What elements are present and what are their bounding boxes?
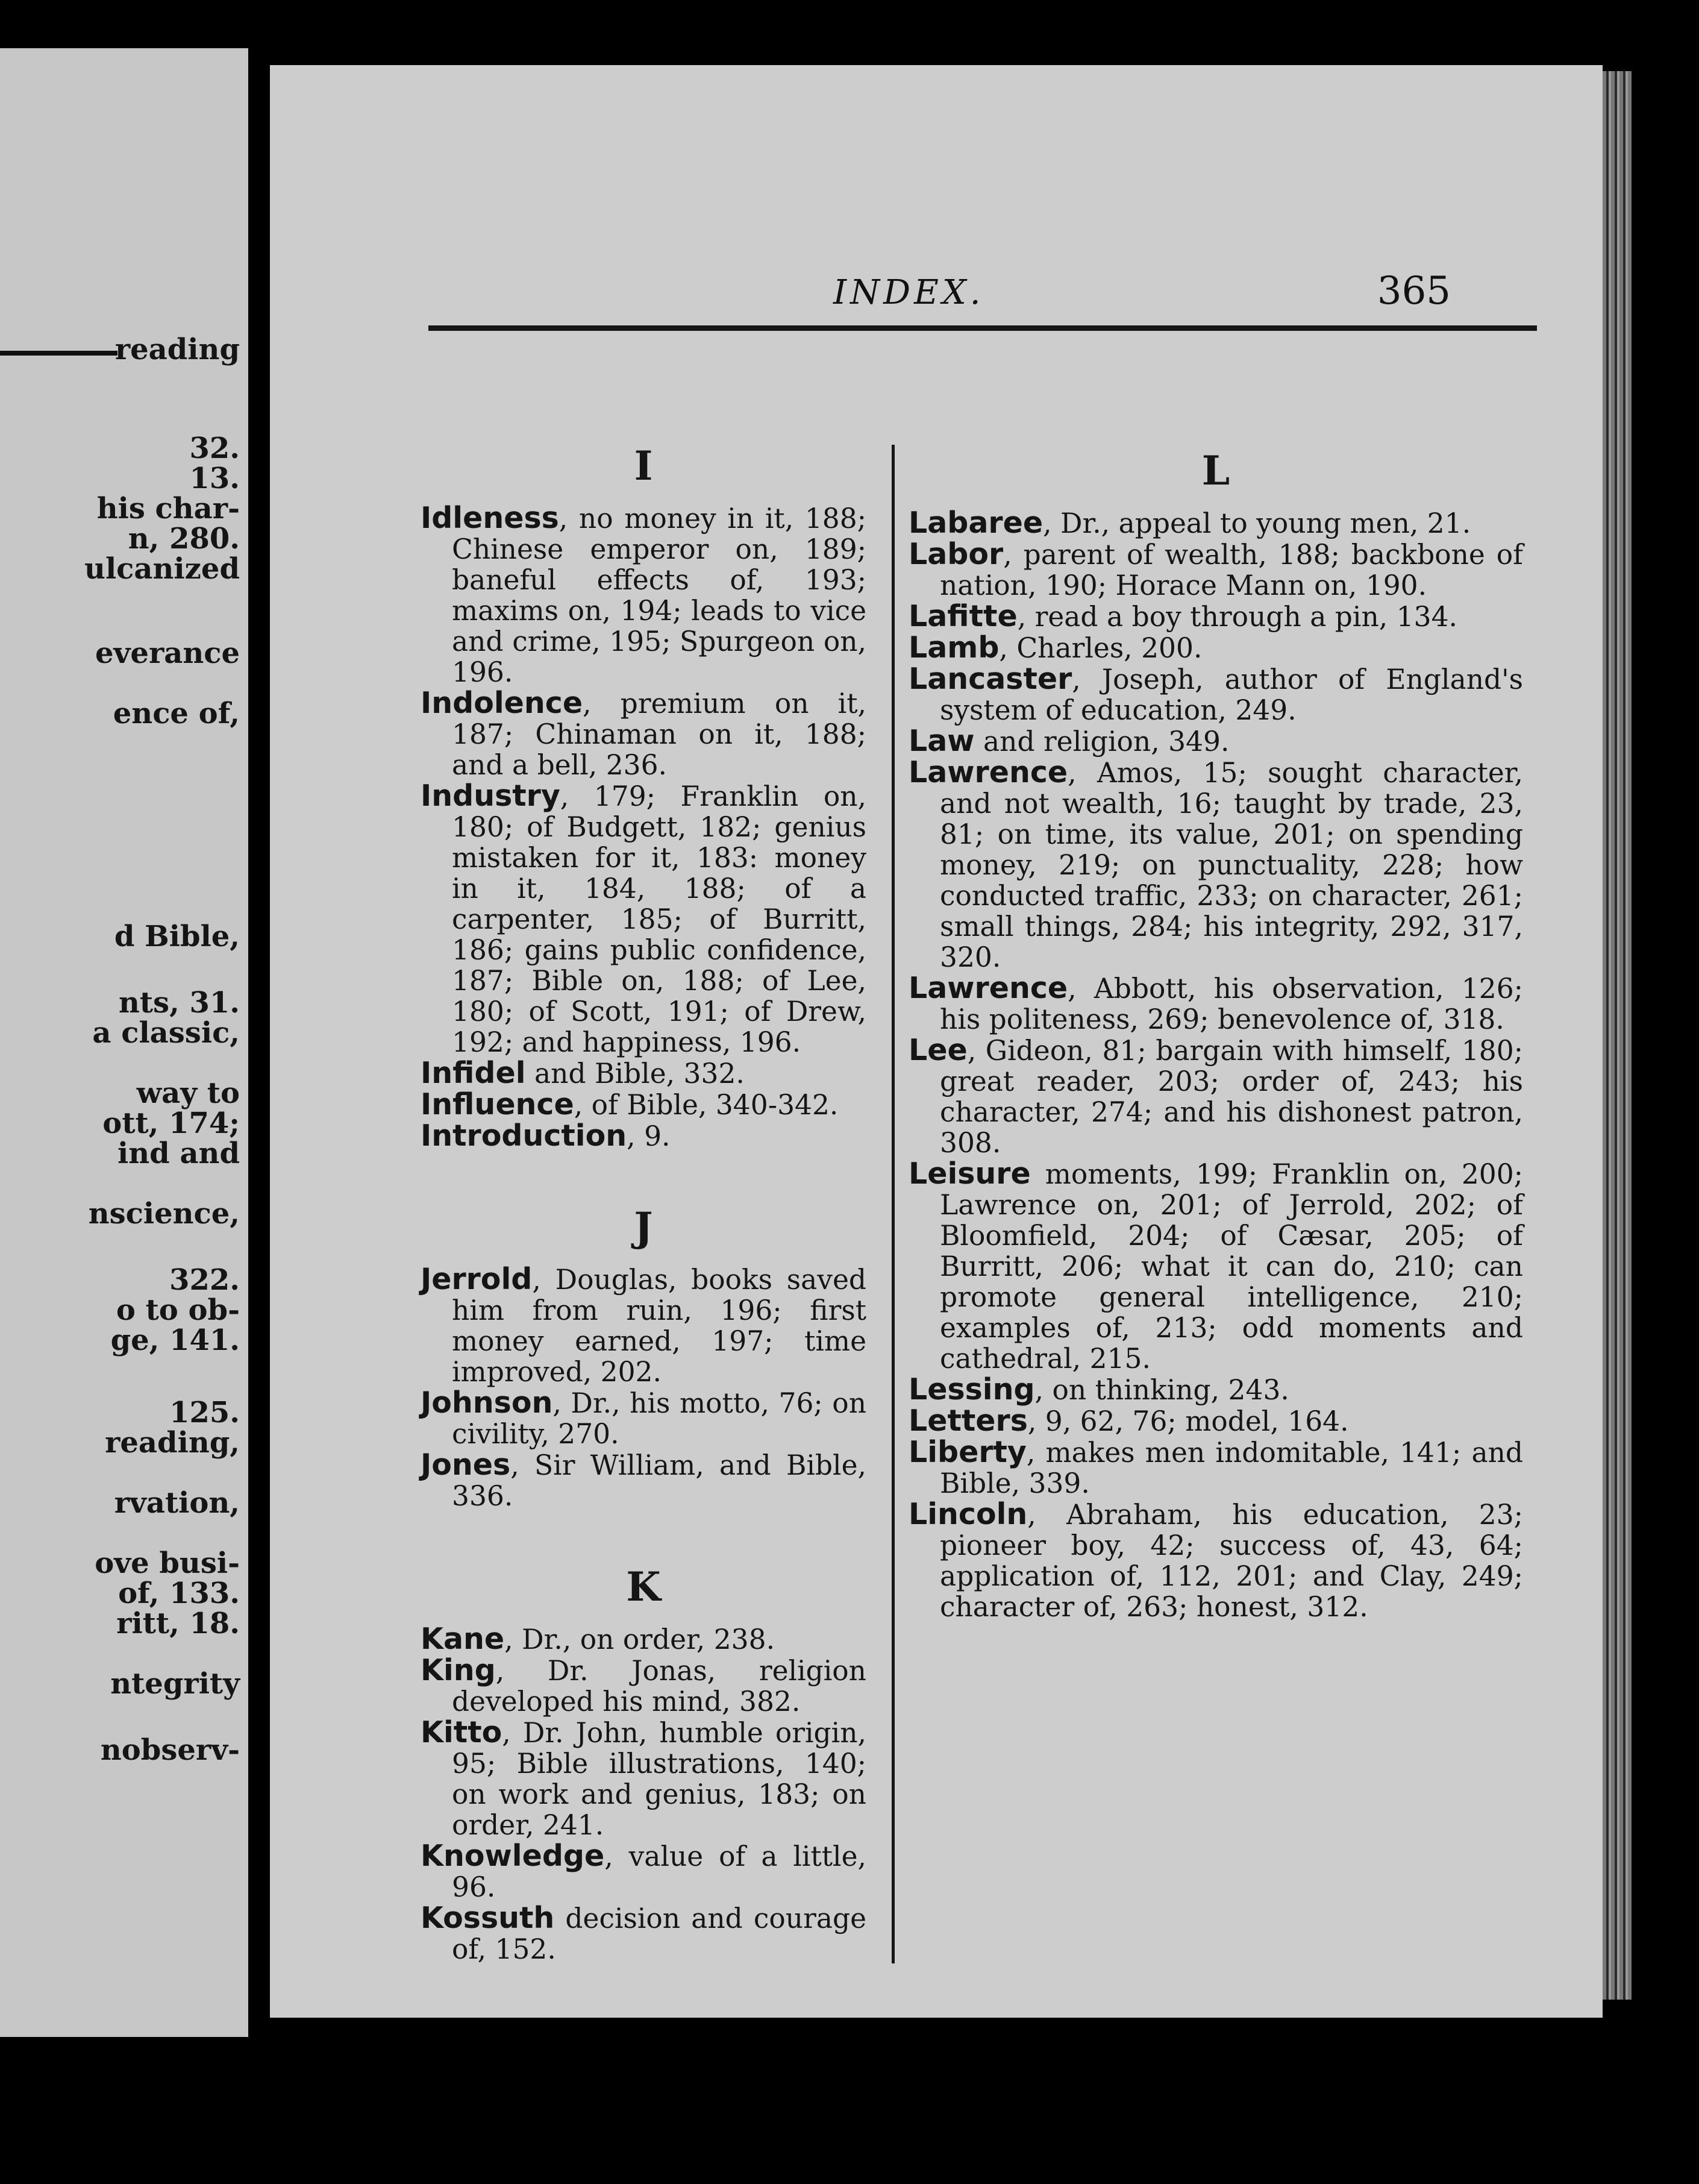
page-number: 365 — [1377, 269, 1451, 313]
previous-page-line: n, 280. — [128, 522, 240, 556]
entry-text: moments, 199; Franklin on, 200; Lawrence on, 201; of Jerrold, 202; of Bloomfield, 204; of Cæsar, 205; of Burritt, 206; what it can do, 210; can promote general intelligence, 210; examples of, 213; odd moments and cathedral, 215. — [940, 1158, 1523, 1375]
previous-page-line: 322. — [169, 1263, 240, 1297]
entry-headword: Indolence — [421, 686, 583, 720]
entry-text: decision and courage of, 152. — [452, 1903, 866, 1965]
entry-headword: Idleness — [421, 501, 559, 535]
entry-headword: Lawrence — [909, 971, 1068, 1005]
section-letter: K — [626, 1563, 661, 1610]
entry-text: , Abbott, his observation, 126; his politeness, 269; benevolence of, 318. — [940, 973, 1523, 1035]
index-entry — [421, 1264, 866, 1387]
previous-page-line: ove busi- — [95, 1546, 240, 1580]
entry-text: , Abraham, his education, 23; pioneer boy, 42; success of, 43, 64; application of, 112, 201; and Clay, 249; character of, 263; honest, 312. — [940, 1499, 1523, 1623]
entry-text: , 9, 62, 76; model, 164. — [1027, 1405, 1349, 1437]
index-entry — [421, 1903, 866, 1965]
index-entry — [909, 1499, 1523, 1622]
index-column-left — [421, 438, 866, 2018]
index-entry — [909, 973, 1523, 1035]
page-edges — [1603, 71, 1632, 2000]
entry-text: , on thinking, 243. — [1034, 1374, 1289, 1406]
index-entry — [909, 1035, 1523, 1158]
entry-text: , no money in it, 188; Chinese emperor on, 189; baneful effects of, 193; maxims on, 194; leads to vice and crime, 195; Spurgeon on, 196. — [452, 503, 866, 688]
index-entry — [421, 688, 866, 780]
entry-text: , parent of wealth, 188; backbone of nation, 190; Horace Mann on, 190. — [940, 539, 1523, 601]
entry-headword: Jones — [421, 1448, 511, 1482]
entry-headword: Johnson — [421, 1385, 553, 1420]
index-entry — [421, 1089, 866, 1120]
column-divider — [892, 445, 895, 1963]
index-page — [270, 65, 1603, 2018]
previous-page-line: ntegrity — [110, 1667, 240, 1701]
index-entry — [421, 1120, 866, 1152]
entry-text: , Dr., appeal to young men, 21. — [1043, 507, 1471, 539]
index-column-right — [909, 438, 1523, 1677]
entry-text: and religion, 349. — [974, 726, 1230, 758]
entry-headword: Introduction — [421, 1119, 627, 1153]
previous-page-line: his char- — [96, 492, 240, 526]
index-entry — [909, 1374, 1523, 1405]
entry-headword: Kane — [421, 1622, 505, 1656]
entry-text: , Dr., his motto, 76; on civility, 270. — [452, 1387, 866, 1450]
index-entry — [909, 1158, 1523, 1374]
entry-headword: Knowledge — [421, 1839, 605, 1873]
index-entry — [421, 1717, 866, 1840]
index-entry — [909, 664, 1523, 726]
entry-headword: Influence — [421, 1087, 574, 1122]
entry-text: , Amos, 15; sought character, and not wealth, 16; taught by trade, 23, 81; on time, its value, 201; on spending money, 219; on punctuality, 228; how conducted traffic, 233; on character, 261; small things, 284; his integrity, 292, 317, 320. — [940, 757, 1523, 973]
index-section-j — [421, 1203, 866, 1512]
index-entry — [909, 1437, 1523, 1499]
previous-page-line: nscience, — [88, 1197, 240, 1231]
entry-text: , value of a little, 96. — [452, 1840, 866, 1903]
index-entry — [421, 780, 866, 1058]
index-entry — [909, 539, 1523, 601]
section-letter: L — [1201, 447, 1230, 494]
entry-headword: Leisure — [909, 1156, 1031, 1191]
previous-page-line: of, 133. — [118, 1577, 240, 1610]
index-entry — [909, 726, 1523, 757]
index-entry — [421, 1449, 866, 1511]
previous-page-line: 13. — [189, 462, 240, 495]
previous-page-line: nobserv- — [100, 1733, 240, 1767]
previous-page-line: reading — [114, 333, 240, 366]
previous-page-line: way to — [136, 1076, 240, 1110]
index-entry — [909, 632, 1523, 664]
entry-text: , of Bible, 340-342. — [574, 1089, 839, 1121]
entry-headword: Law — [909, 724, 975, 758]
previous-page-line: nts, 31. — [118, 986, 240, 1020]
previous-page-line: ge, 141. — [110, 1323, 240, 1357]
index-entry — [421, 1058, 866, 1089]
entry-headword: Lincoln — [909, 1497, 1028, 1531]
previous-page-line: ritt, 18. — [116, 1607, 240, 1640]
entry-headword: Lessing — [909, 1372, 1035, 1407]
entry-headword: Kossuth — [421, 1901, 555, 1935]
entry-text: , Gideon, 81; bargain with himself, 180; great reader, 203; order of, 243; his character, 274; and his dishonest patron, 308. — [940, 1035, 1523, 1159]
entry-headword: Lee — [909, 1033, 968, 1067]
entry-text: , Charles, 200. — [999, 632, 1203, 664]
entry-text: , Douglas, books saved him from ruin, 196; first money earned, 197; time improved, 202. — [452, 1264, 866, 1388]
section-letter: J — [634, 1203, 653, 1250]
index-entry — [909, 757, 1523, 973]
index-entry — [909, 1405, 1523, 1437]
index-entry — [421, 1840, 866, 1903]
index-entry — [421, 1387, 866, 1449]
section-letter: I — [634, 442, 653, 489]
previous-page-line: ence of, — [113, 697, 240, 730]
previous-page-line: reading, — [105, 1426, 240, 1460]
previous-page-line: a classic, — [92, 1016, 240, 1050]
index-section-i — [421, 442, 866, 1153]
entry-headword: Liberty — [909, 1435, 1027, 1469]
entry-headword: Industry — [421, 779, 560, 813]
entry-headword: Kitto — [421, 1715, 502, 1749]
entry-text: , premium on it, 187; Chinaman on it, 188; and a bell, 236. — [452, 688, 866, 781]
entry-text: , makes men indomitable, 141; and Bible, 339. — [940, 1437, 1523, 1499]
entry-headword: Jerrold — [421, 1262, 533, 1296]
previous-page-line: 125. — [169, 1396, 240, 1429]
previous-page-line: ott, 174; — [102, 1106, 240, 1140]
entry-text: , Dr., on order, 238. — [504, 1624, 775, 1655]
previous-page-line: ulcanized — [84, 552, 240, 586]
previous-page-line: o to ob- — [116, 1293, 240, 1327]
entry-headword: Labor — [909, 537, 1004, 571]
index-section-l — [909, 447, 1523, 1623]
index-entry — [909, 507, 1523, 539]
entry-headword: Lamb — [909, 630, 1000, 665]
entry-headword: King — [421, 1653, 496, 1687]
entry-headword: Labaree — [909, 506, 1043, 540]
entry-text: , Dr. John, humble origin, 95; Bible illustrations, 140; on work and genius, 183; on order, 241. — [452, 1717, 866, 1841]
entry-text: , Joseph, author of England's system of education, 249. — [940, 664, 1523, 726]
entry-text: , read a boy through a pin, 134. — [1017, 601, 1458, 633]
entry-text: , 179; Franklin on, 180; of Budgett, 182; genius mistaken for it, 183: money in it, 184, 188; of a carpenter, 185; of Burritt, 186; gains public confidence, 187; Bible on, 188; of Lee, 180; of Scott, 191; of Drew, 192; and happiness, 196. — [452, 780, 866, 1058]
previous-page-line: everance — [95, 636, 240, 670]
header-rule — [428, 325, 1537, 331]
previous-page-line: rvation, — [114, 1486, 240, 1520]
index-section-k — [421, 1563, 866, 1965]
entry-text: and Bible, 332. — [525, 1058, 745, 1090]
index-entry — [421, 1655, 866, 1717]
previous-page-line: ind and — [117, 1137, 240, 1170]
index-entry — [909, 601, 1523, 632]
entry-headword: Letters — [909, 1404, 1028, 1438]
index-entry — [421, 1624, 866, 1655]
previous-page-line: 32. — [189, 431, 240, 465]
index-entry — [421, 503, 866, 688]
entry-text: , 9. — [627, 1120, 671, 1152]
entry-headword: Infidel — [421, 1056, 526, 1090]
entry-headword: Lafitte — [909, 599, 1018, 633]
previous-page-rule — [0, 351, 117, 356]
previous-page-line: d Bible, — [114, 920, 240, 953]
entry-headword: Lawrence — [909, 755, 1068, 789]
entry-text: , Dr. Jonas, religion developed his mind, 382. — [452, 1655, 866, 1718]
entry-headword: Lancaster — [909, 662, 1072, 696]
previous-page-fragment — [0, 48, 248, 2037]
entry-text: , Sir William, and Bible, 336. — [452, 1449, 866, 1512]
running-head: INDEX. — [833, 273, 984, 312]
